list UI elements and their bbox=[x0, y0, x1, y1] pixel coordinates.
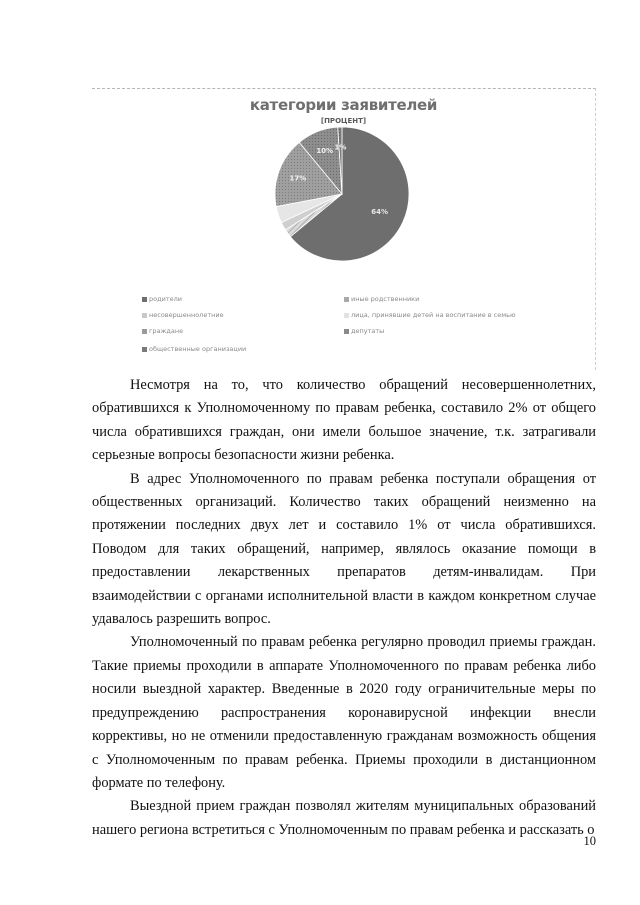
legend-item bbox=[142, 345, 246, 353]
legend-label: общественные организации bbox=[149, 345, 247, 353]
legend-swatch bbox=[142, 347, 147, 352]
pie-data-label: 10% bbox=[316, 146, 334, 155]
legend-label: лица, принявшие детей на воспитание в семью bbox=[351, 311, 516, 319]
legend-label: несовершеннолетние bbox=[149, 311, 224, 319]
legend-swatch bbox=[344, 297, 349, 302]
chart-title: категории заявителей bbox=[249, 96, 438, 114]
legend-item bbox=[344, 327, 384, 335]
legend-swatch bbox=[344, 329, 349, 334]
legend-label: граждане bbox=[149, 327, 184, 335]
pie-data-label: 17% bbox=[289, 174, 307, 183]
legend-item bbox=[344, 311, 515, 319]
legend-item bbox=[142, 327, 183, 335]
legend-label: депутаты bbox=[351, 327, 385, 335]
legend-item bbox=[142, 311, 224, 319]
paragraph: В адрес Уполномоченного по правам ребенка поступали обращения от общественных организаций. Количество таких обращений неизменно на протяжении последних двух лет и составило 1% от числа обратившихся. Поводом для таких обращений, например, являлось оказание помощи в предоставлении лекарственных препаратов детям-инвалидам. При взаимодействии с органами исполнительной власти в каждом конкретном случае удавалось разрешить вопрос. bbox=[92, 470, 596, 628]
chart-frame bbox=[92, 88, 596, 370]
legend-label: родители bbox=[149, 295, 182, 303]
paragraph: Выездной прием граждан позволял жителям муниципальных образований нашего региона встретиться с Уполномоченным по правам ребенка и рассказать о bbox=[92, 798, 596, 838]
legend-swatch bbox=[142, 329, 147, 334]
paragraph: Несмотря на то, что количество обращений несовершеннолетних, обратившихся к Уполномоченному по правам ребенка, составило 2% от общего числа обратившихся граждан, они имели большое значение, т.к. затрагивали серьезные вопросы безопасности жизни ребенка. bbox=[92, 377, 596, 464]
chart-subtitle: [ПРОЦЕНТ] bbox=[320, 117, 367, 125]
paragraph: Уполномоченный по правам ребенка регулярно проводил приемы граждан. Такие приемы проходили в аппарате Уполномоченного по правам ребенка либо носили выездной характер. Введенные в 2020 году ограничительные меры по предупреждению распространения коронавирусной инфекции внесли коррективы, но не отменили предоставленную гражданам возможность общения с Уполномоченным по правам ребенка. Приемы проходили в дистанционном формате по телефону. bbox=[92, 634, 596, 791]
legend-swatch bbox=[142, 297, 147, 302]
body-text bbox=[92, 374, 596, 842]
pie-data-label: 64% bbox=[371, 208, 388, 217]
legend-item bbox=[344, 295, 419, 303]
legend-swatch bbox=[344, 313, 349, 318]
legend-item bbox=[142, 295, 182, 303]
legend-swatch bbox=[142, 313, 147, 318]
legend-label: иные родственники bbox=[351, 295, 420, 303]
pie-data-label: 1% bbox=[334, 143, 347, 152]
page-number: 10 bbox=[583, 834, 596, 848]
